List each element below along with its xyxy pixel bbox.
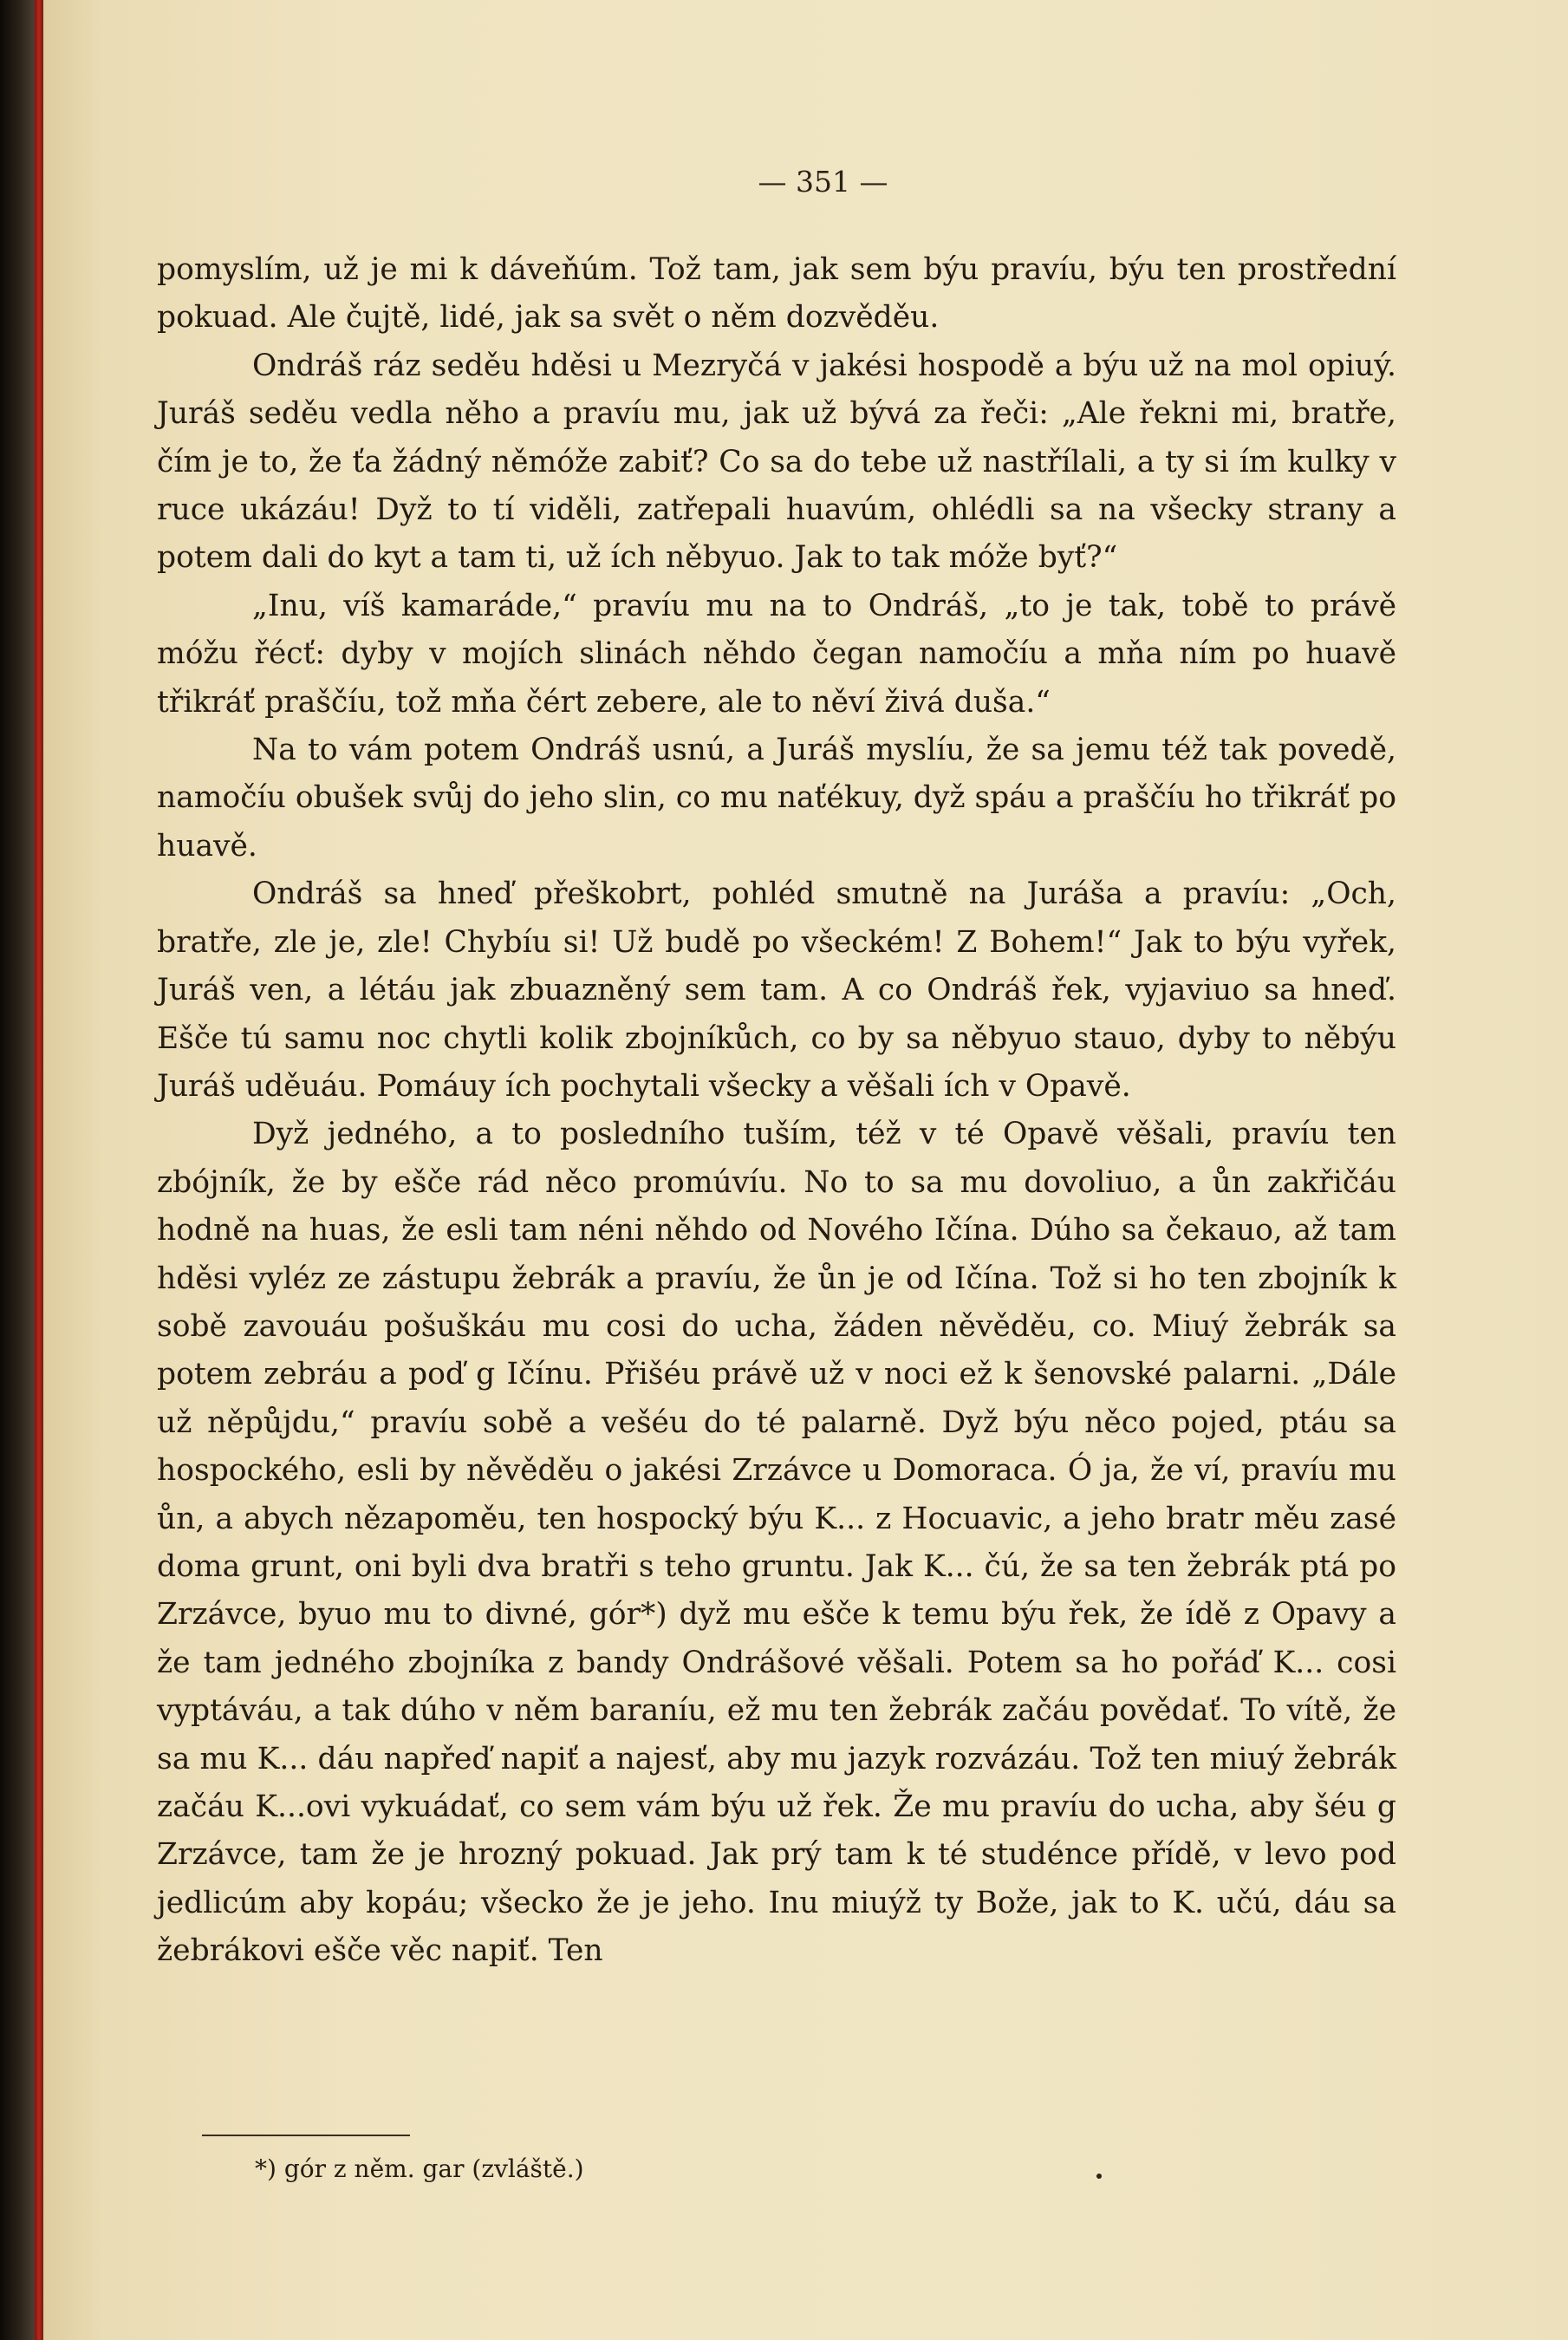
- paragraph: „Inu, víš kamaráde,“ pravíu mu na to Ondráš, „to je tak, tobě to právě móžu řécť: dyby v mojích slinách něhdo čegan namočíu a mňa ním po huavě třikráť praščíu, tož mňa čért zebere, ale to něví živá duša.“: [157, 588, 1396, 720]
- ink-dot: [1096, 2174, 1102, 2179]
- footnote: *) gór z něm. gar (zvláště.): [255, 2154, 584, 2183]
- book-edge: [35, 0, 43, 2340]
- paragraph: Dyž jedného, a to posledního tuším, též v té Opavě věšali, pravíu ten zbójník, že by ešče rád něco promúvíu. No to sa mu dovoliuo, a ůn zakřičáu hodně na huas, že esli tam néni něhdo od Nového Ičína. Dúho sa čekauo, až tam hděsi vyléz ze zástupu žebrák a pravíu, že ůn je od Ičína. Tož si ho ten zbojník k sobě zavouáu pošuškáu mu cosi do ucha, žáden něvěděu, co. Miuý žebrák sa potem zebráu a poď g Ičínu. Přišéu právě už v noci ež k šenovské palarni. „Dále už něpůjdu,“ pravíu sobě a vešéu do té palarně. Dyž býu něco pojed, ptáu sa hospockého, esli by něvěděu o jakési Zrzávce u Domoraca. Ó ja, že ví, pravíu mu ůn, a abych nězapoměu, ten hospocký býu K... z Hocuavic, a jeho bratr měu zasé doma grunt, oni byli dva bratři s teho gruntu. Jak K... čú, že sa ten žebrák ptá po Zrzávce, byuo mu to divné, gór*) dyž mu ešče k temu býu řek, že ídě z Opavy a že tam jedného zbojníka z bandy Ondrášové věšali. Potem sa ho pořáď K... cosi vyptáváu, a tak dúho v něm baraníu, ež mu ten žebrák začáu povědať. To vítě, že sa mu K... dáu napřeď napiť a najesť, aby mu jazyk rozvázáu. Tož ten miuý žebrák začáu K...ovi vykuádať, co sem vám býu už řek. Že mu pravíu do ucha, aby šéu g Zrzávce, tam že je hrozný pokuad. Jak prý tam k té studénce přídě, v levo pod jedlicúm aby kopáu; všecko že je jeho. Inu miuýž ty Bože, jak to K. učú, dáu sa žebrákovi ešče věc napiť. Ten: [157, 1117, 1396, 1969]
- footnote-divider: [202, 2135, 410, 2136]
- page-number: — 351 —: [758, 165, 888, 199]
- paragraph: pomyslím, už je mi k dáveňúm. Tož tam, jak sem býu pravíu, býu ten prostřední pokuad. Ale čujtě, lidé, jak sa svět o něm dozvěděu.: [157, 252, 1396, 336]
- paragraph: Na to vám potem Ondráš usnú, a Juráš myslíu, že sa jemu též tak povedě, namočíu obušek svůj do jeho slin, co mu naťékuy, dyž spáu a praščíu ho třikráť po huavě.: [157, 733, 1396, 864]
- paragraph: Ondráš sa hneď přeškobrt, pohléd smutně na Juráša a pravíu: „Och, bratře, zle je, zle! Chybíu si! Už budě po všeckém! Z Bohem!“ Jak to býu vyřek, Juráš ven, a létáu jak zbuazněný sem tam. A co Ondráš řek, vyjaviuo sa hneď. Ešče tú samu noc chytli kolik zbojníkůch, co by sa něbyuo stauo, dyby to něbýu Juráš uděuáu. Pomáuy ích pochytali všecky a věšali ích v Opavě.: [157, 877, 1396, 1104]
- paragraph: Ondráš ráz seděu hděsi u Mezryčá v jakési hospodě a býu už na mol opiuý. Juráš seděu vedla něho a pravíu mu, jak už bývá za řeči: „Ale řekni mi, bratře, čím je to, že ťa žádný němóže zabiť? Co sa do tebe už nastřílali, a ty si ím kulky v ruce ukázáu! Dyž to tí viděli, zatřepali huavúm, ohlédli sa na všecky strany a potem dali do kyt a tam ti, už ích něbyuo. Jak to tak móže byť?“: [157, 348, 1396, 576]
- book-page: [43, 0, 1568, 2340]
- book-spine: [0, 0, 35, 2340]
- body-text: [157, 246, 1396, 1976]
